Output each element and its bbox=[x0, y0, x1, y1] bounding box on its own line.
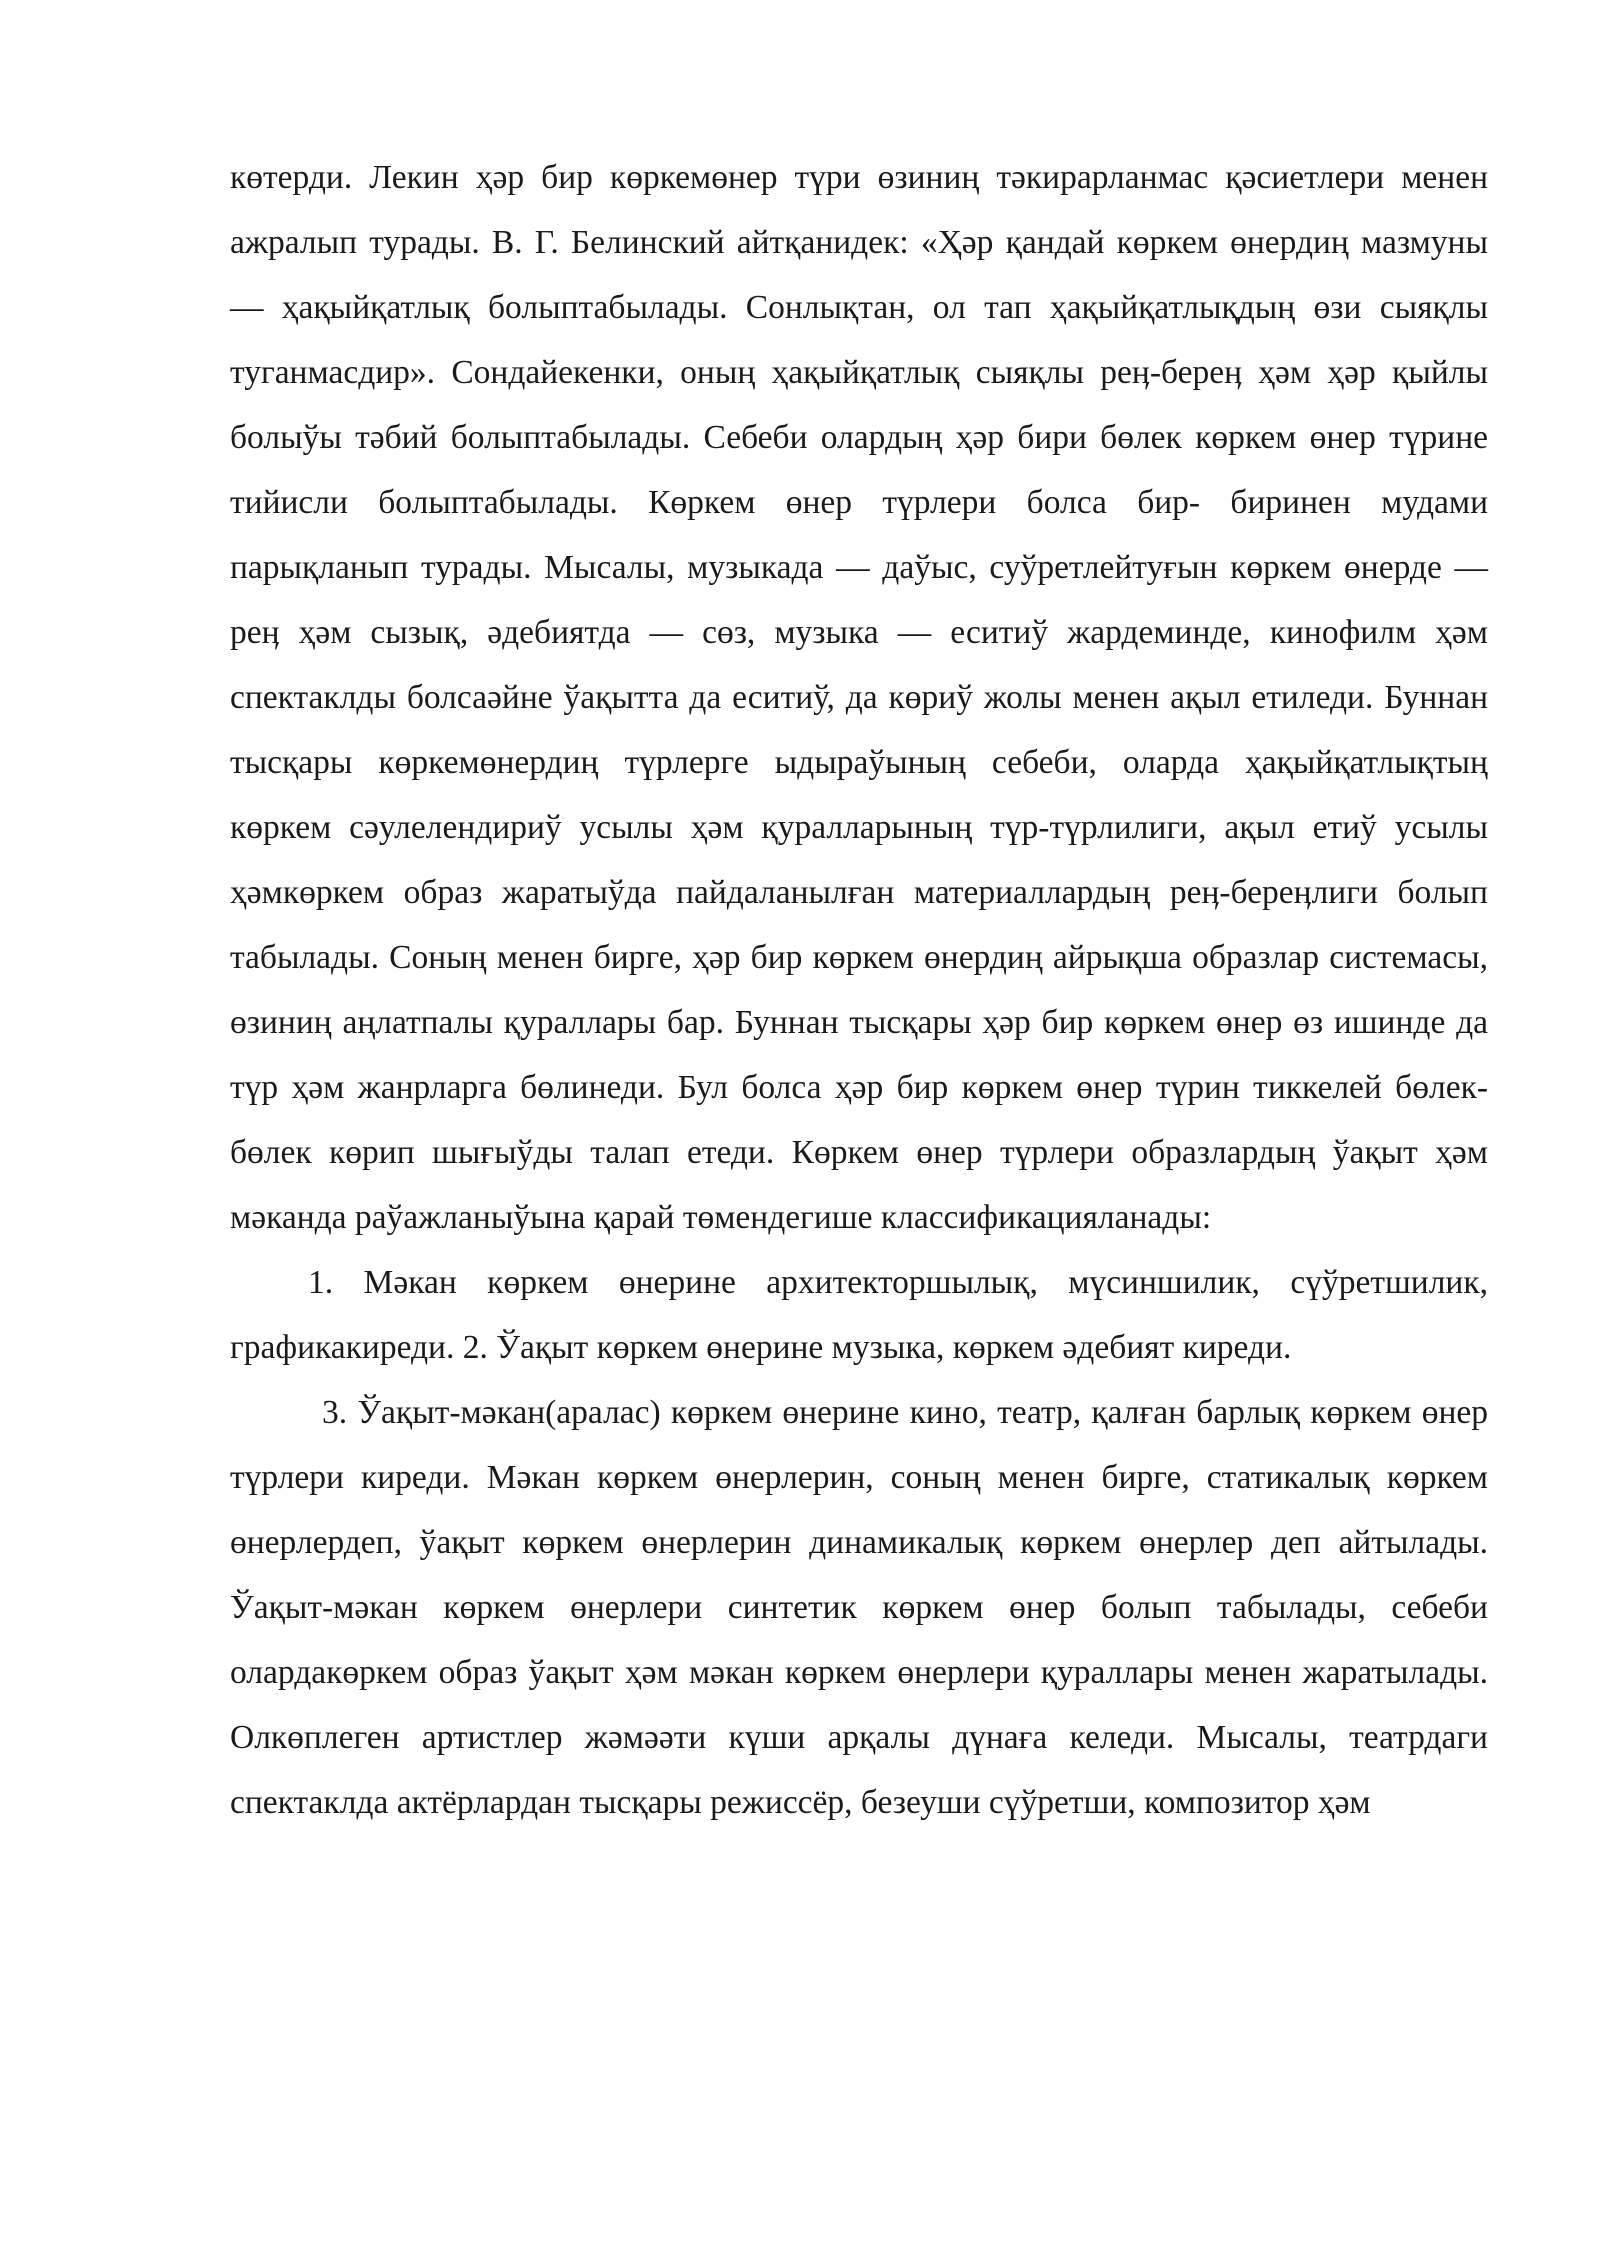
document-body bbox=[230, 145, 1488, 1835]
paragraph-list-item-3: 3. Ўақыт-мәкан(аралас) көркем өнерине кино, театр, қалған барлық көркем өнер түрлери киреди. Мәкан көркем өнерлерин, соның менен бирге, статикалық көркем өнерлердеп, ўақыт көркем өнерлерин динамикалық көркем өнерлер деп айтылады. Ўақыт-мәкан көркем өнерлери синтетик көркем өнер болып табылады, себеби олардакөркем образ ўақыт ҳәм мәкан көркем өнерлери қураллары менен жаратылады. Олкөплеген артистлер жәмәәти күши арқалы дүнаға келеди. Мысалы, театрдаги спектаклда актёрлардан тысқары режиссёр, безеуши сүўретши, композитор ҳәм bbox=[230, 1394, 1488, 1821]
paragraph-art-forms-intro: көтерди. Лекин ҳәр бир көркемөнер түри өзиниң тәкирарланмас қәсиетлери менен ажралып турады. В. Г. Белинский айтқанидек: «Ҳәр қандай көркем өнердиң мазмуны — ҳақыйқатлық болыптабылады. Сонлықтан, ол тап ҳақыйқатлықдың өзи сыяқлы туганмасдир». Сондайекенки, оның ҳақыйқатлық сыяқлы реӊ-береӊ ҳәм ҳәр қыйлы болыўы тәбий болыптабылады. Себеби олардың ҳәр бири бөлек көркем өнер түрине тийисли болыптабылады. Көркем өнер түрлери болса бир- биринен мудами парықланып турады. Мысалы, музыкада — даўыс, суўретлейтуғын көркем өнерде — реӊ ҳәм сызық, әдебиятда — сөз, музыка — еситиў жардеминде, кинофилм ҳәм спектаклды болсаәйне ўақытта да еситиў, да көриў жолы менен ақыл етиледи. Буннан тысқары көркемөнердиң түрлерге ыдыраўының себеби, оларда ҳақыйқатлықтың көркем сәулелендириў усылы ҳәм қуралларының түр-түрлилиги, ақыл етиў усылы ҳәмкөркем образ жаратыўда пайдаланылған материаллардың реӊ-береӊлиги болып табылады. Соның менен бирге, ҳәр бир көркем өнердиң айрықша образлар системасы, өзиниң аңлатпалы қураллары бар. Буннан тысқары ҳәр бир көркем өнер өз ишинде да түр ҳәм жанрларга бөлинеди. Бул болса ҳәр бир көркем өнер түрин тиккелей бөлек-бөлек көрип шығыўды талап етеди. Көркем өнер түрлери образлардың ўақыт ҳәм мәканда раўажланыўына қарай төмендегише классификацияланады: bbox=[230, 159, 1488, 1236]
paragraph-list-items-1-2: 1. Мәкан көркем өнерине архитекторшылық, мүсиншилик, сүўретшилик, графикакиреди. 2. Ўақыт көркем өнерине музыка, көркем әдебият киреди. bbox=[230, 1264, 1488, 1366]
